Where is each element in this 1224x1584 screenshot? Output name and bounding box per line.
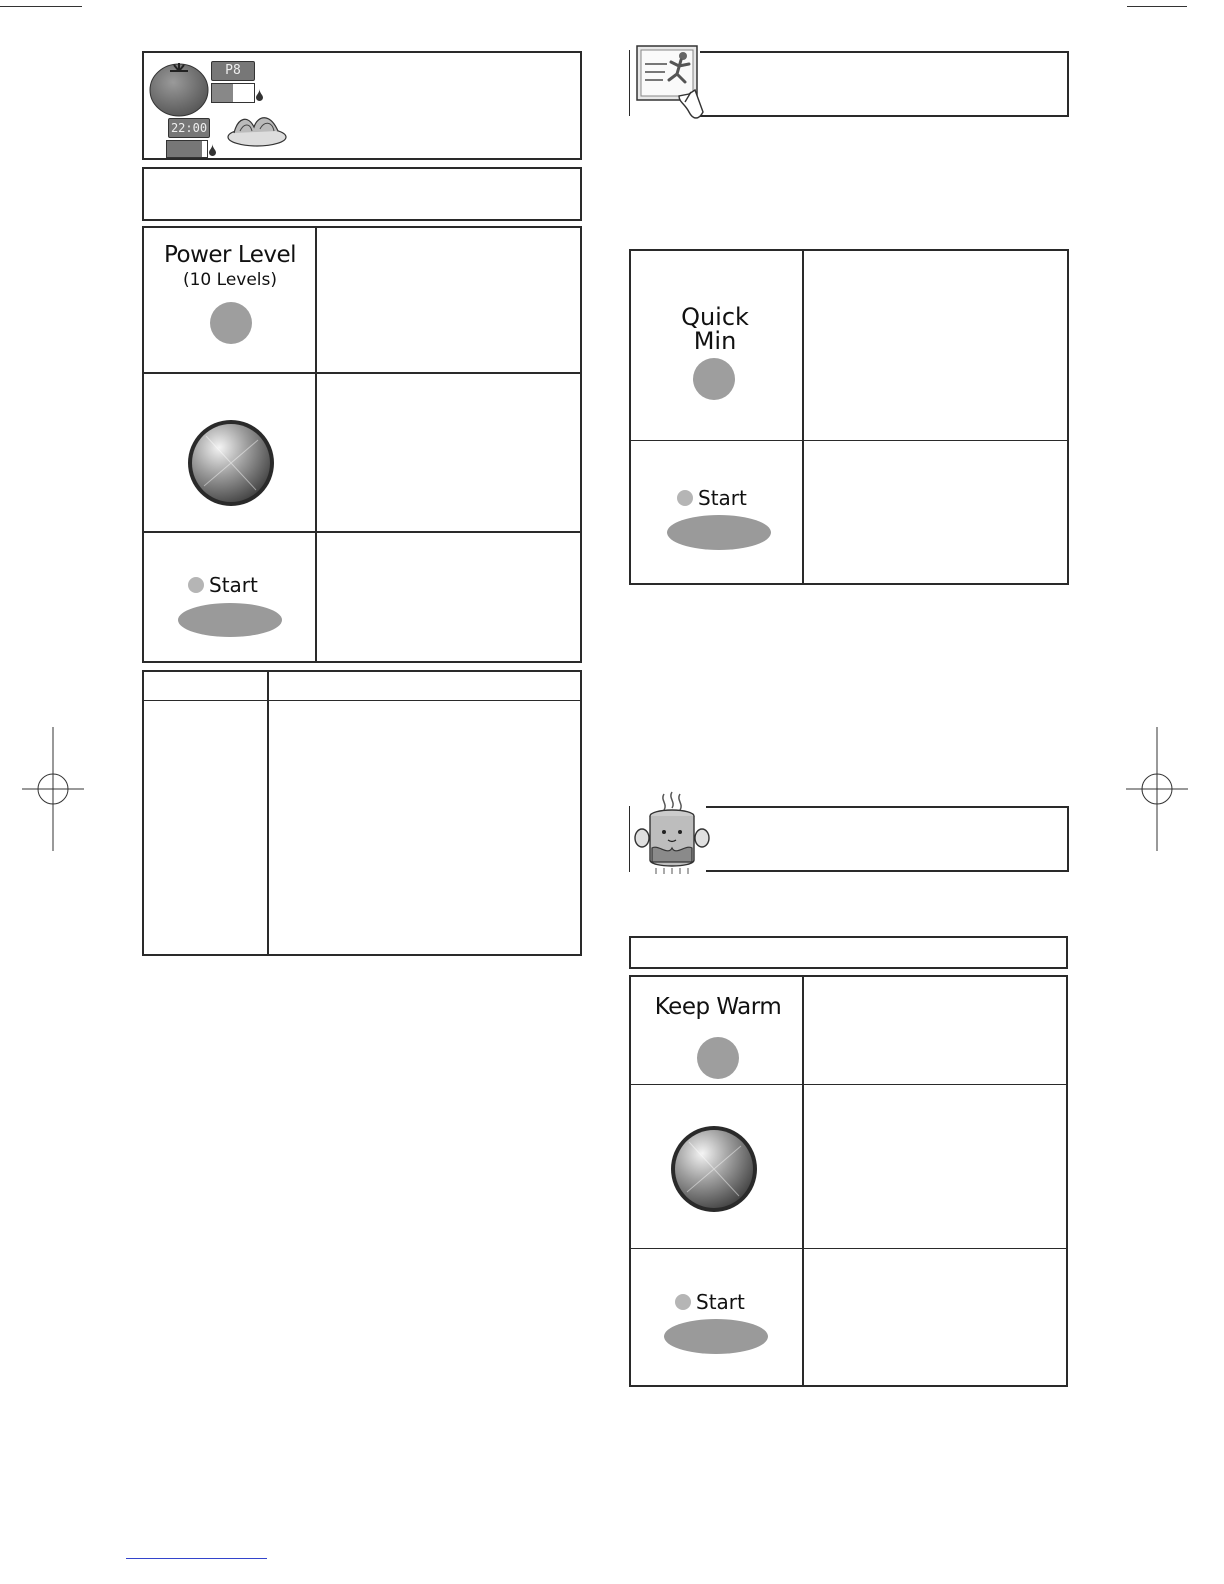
keep-warm-table-divider [802,975,804,1387]
display-readout-bottom: 22:00 [170,121,208,135]
quick-min-table-divider [802,249,804,585]
water-drop-icon-2 [209,144,216,156]
quick-min-button[interactable] [693,358,735,400]
power-level-sub-label: (10 Levels) [182,270,278,290]
keep-warm-button[interactable] [697,1037,739,1079]
start-label-3: Start [696,1290,745,1314]
tips-illustration-box [142,51,582,160]
display-readout-top: P8 [225,63,241,78]
power-level-button[interactable] [210,302,252,344]
start-indicator-dot-3 [675,1294,691,1310]
water-drop-icon [256,89,263,101]
start-button-2[interactable] [667,515,771,550]
steps-row-divider-1 [142,372,582,374]
display-icon-2 [168,118,210,138]
header-2-left-tick [629,806,630,872]
start-button-3[interactable] [664,1319,768,1354]
header-1-left-tick [629,50,630,116]
start-label: Start [209,573,258,597]
dial-knob-icon-2[interactable] [669,1124,759,1214]
start-label-2: Start [698,486,747,510]
registration-mark-left [20,727,86,851]
steaming-pot-icon [634,790,710,878]
quick-min-header-box [700,51,1069,117]
start-button[interactable] [178,603,282,637]
chart-table-header-line [142,700,582,701]
food-dish-icon [226,109,288,149]
crop-mark-top-left [0,6,82,7]
footer-link-line [126,1558,267,1559]
running-person-sign-icon [633,42,709,126]
dial-knob-icon[interactable] [186,418,276,508]
keep-warm-heading-box [629,936,1068,969]
section-heading-box [142,167,582,221]
registration-mark-right [1124,727,1190,851]
tomato-icon [148,61,210,117]
crop-mark-top-right [1127,6,1187,7]
chart-table-divider [267,670,269,956]
keep-warm-label: Keep Warm [654,994,782,1020]
level-bar-icon-2 [166,140,208,158]
steps-table-divider [315,226,317,663]
power-level-chart-table [142,670,582,956]
display-icon [211,61,255,81]
keep-warm-header-box [706,806,1069,872]
quick-min-label-line2: Min [693,327,737,355]
power-level-label: Power Level [163,242,297,268]
keep-warm-row-divider-1 [629,1084,1068,1085]
quick-min-label-line1: Quick [681,303,749,331]
keep-warm-row-divider-2 [629,1248,1068,1249]
quick-min-row-divider [629,440,1069,441]
start-indicator-dot [188,577,204,593]
level-bar-icon [211,83,255,103]
steps-row-divider-2 [142,531,582,533]
start-indicator-dot-2 [677,490,693,506]
